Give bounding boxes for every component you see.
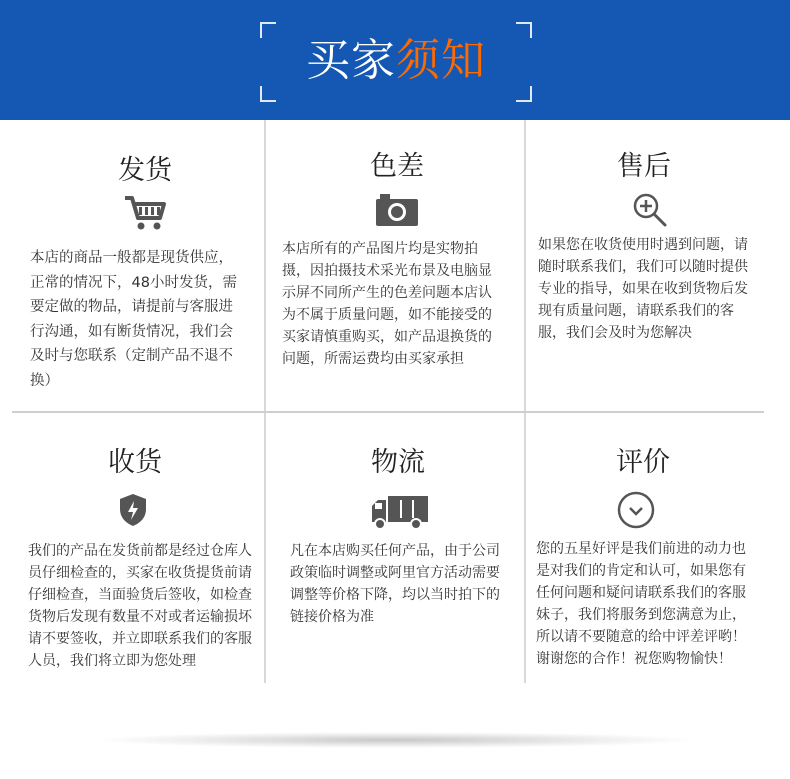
section-title: 物流 — [371, 447, 425, 478]
section-text: 您的五星好评是我们前进的动力也是对我们的肯定和认可，如果您有任何问题和疑问请联系我们的客服妹子，我们将服务到您满意为止，所以请不要随意的给中评差评哟！谢谢您的合作！祝您购物愉快！ — [536, 541, 746, 667]
section-logistics — [290, 446, 520, 628]
page-title-white: 买家 — [306, 35, 396, 86]
section-receiving — [28, 446, 258, 672]
magnifier-plus-icon — [630, 190, 670, 230]
divider — [12, 411, 764, 413]
section-shipping — [30, 154, 260, 393]
shield-lightning-icon — [118, 492, 148, 528]
section-title: 收货 — [108, 447, 162, 478]
section-after-sales — [538, 150, 768, 344]
camera-icon — [374, 192, 420, 228]
header-banner — [0, 0, 790, 120]
bottom-shadow — [100, 732, 690, 748]
section-text: 本店的商品一般都是现货供应，正常的情况下，48小时发货，需要定做的物品，请提前与客服进行沟通，如有断货情况，我们会及时与您联系（定制产品不退不换） — [30, 250, 237, 389]
section-text: 如果您在收货使用时遇到问题，请随时联系我们，我们可以随时提供专业的指导，如果在收到货物后发现有质量问题，请联系我们的客服，我们会及时为您解决 — [538, 237, 748, 341]
clock-chevron-icon — [616, 490, 656, 530]
page-title-orange: 须知 — [396, 35, 486, 86]
section-title: 售后 — [617, 151, 671, 182]
section-title: 评价 — [616, 447, 670, 478]
divider — [264, 413, 266, 683]
section-color-difference — [282, 150, 512, 370]
shopping-cart-icon — [121, 192, 169, 232]
title-frame — [260, 22, 532, 102]
section-text: 凡在本店购买任何产品，由于公司政策临时调整或阿里官方活动需要调整等价格下降，均以当时拍下的链接价格为准 — [290, 543, 500, 625]
section-review — [536, 446, 766, 670]
section-text: 本店所有的产品图片均是实物拍摄，因拍摄技术采光布景及电脑显示屏不同所产生的色差问题本店认为不属于质量问题，如不能接受的买家请慎重购买，如产品退换货的问题，所需运费均由买家承担 — [282, 241, 492, 367]
section-title: 色差 — [370, 151, 424, 182]
delivery-truck-icon — [370, 494, 430, 530]
section-text: 我们的产品在发货前都是经过仓库人员仔细检查的，买家在收货提货前请仔细检查，当面验货后签收，如检查货物后发现有数量不对或者运输损坏请不要签收，并立即联系我们的客服人员，我们将立即为您处理 — [28, 543, 252, 669]
page-title — [260, 32, 532, 90]
divider — [264, 120, 266, 413]
section-title: 发货 — [118, 155, 172, 186]
